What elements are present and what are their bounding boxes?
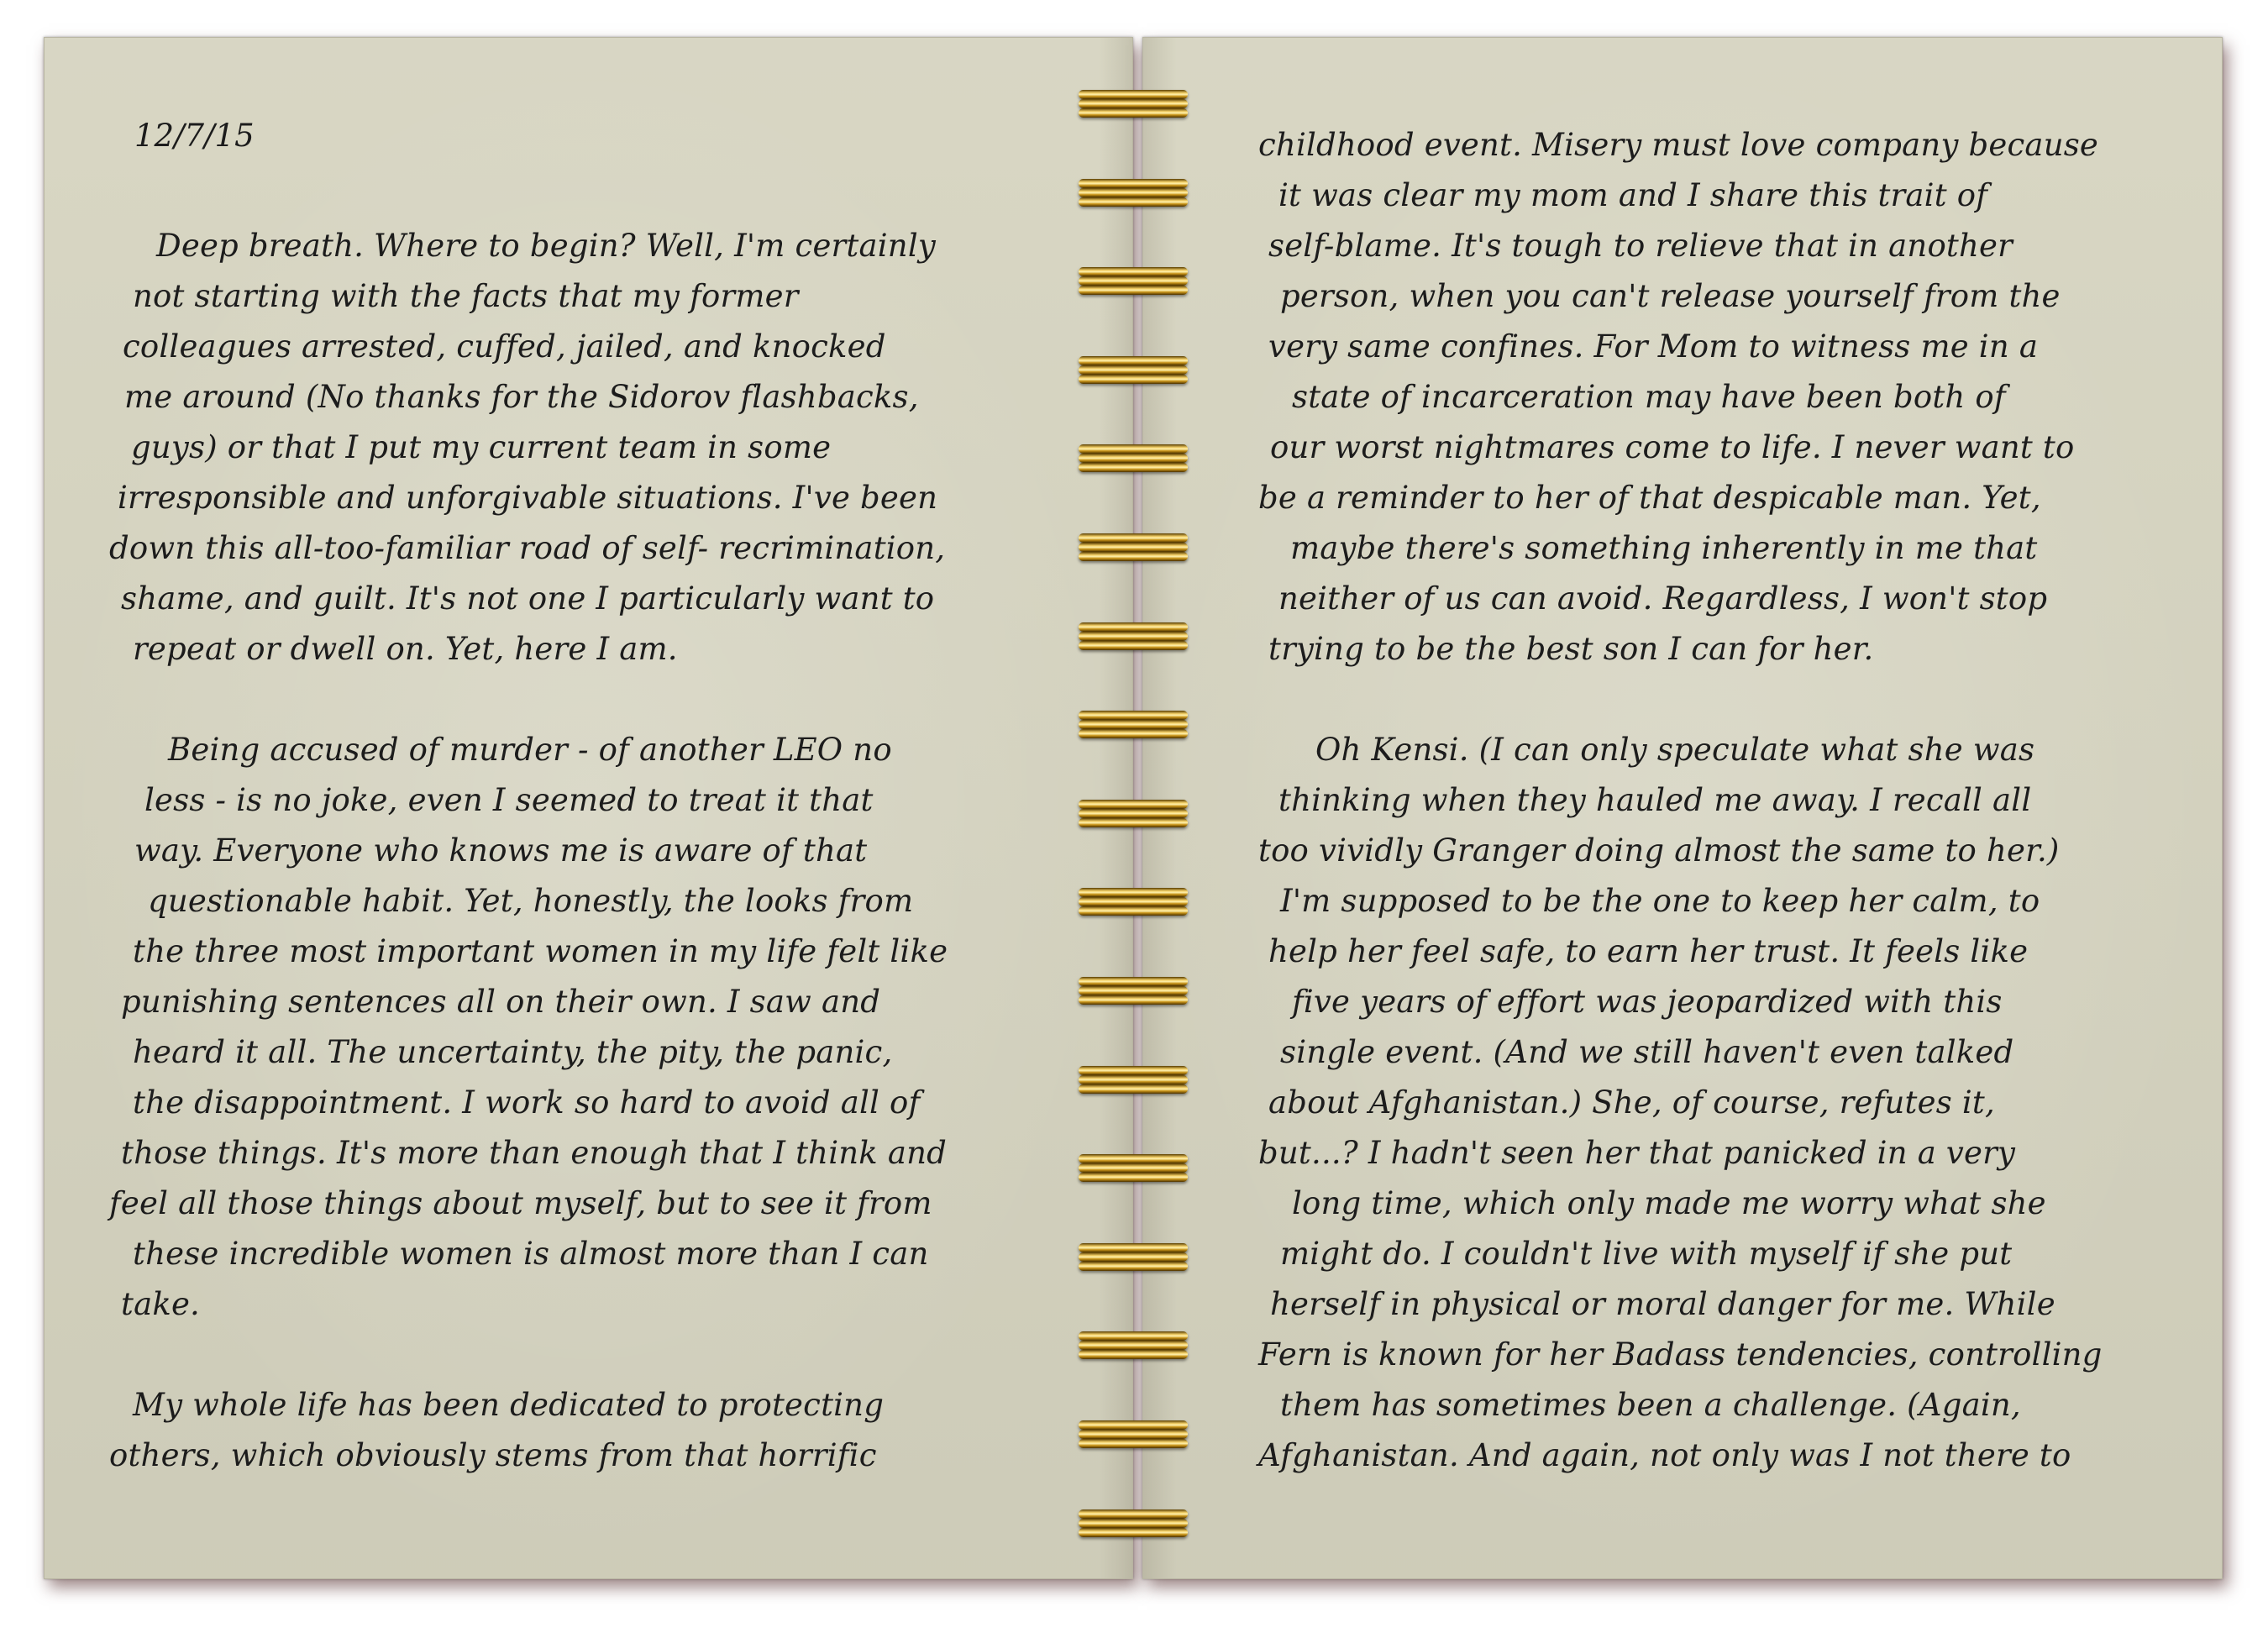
- spiral-wire: [1079, 1154, 1188, 1163]
- spiral-ring: [1072, 707, 1198, 741]
- spiral-wire: [1079, 365, 1188, 375]
- spiral-wire: [1079, 1066, 1188, 1075]
- left-line: the disappointment. I work so hard to avoid all of: [133, 1084, 921, 1121]
- spiral-wire: [1079, 729, 1188, 738]
- spiral-ring: [1072, 619, 1198, 653]
- spiral-wire: [1079, 1430, 1188, 1439]
- left-line: shame, and guilt. It's not one I particularly want to: [121, 580, 935, 617]
- left-line: repeat or dwell on. Yet, here I am.: [133, 631, 678, 667]
- spiral-wire: [1079, 276, 1188, 286]
- right-line: them has sometimes been a challenge. (Again,: [1280, 1387, 2021, 1423]
- left-line: down this all-too-familiar road of self- recrimination,: [109, 530, 946, 566]
- left-line: me around (No thanks for the Sidorov flashbacks,: [124, 379, 919, 415]
- spiral-wire: [1079, 286, 1188, 295]
- spiral-wire: [1079, 267, 1188, 276]
- right-line: neither of us can avoid. Regardless, I won't stop: [1278, 580, 2048, 617]
- spiral-wire: [1079, 552, 1188, 561]
- spiral-ring: [1072, 87, 1198, 120]
- spiral-wire: [1079, 1519, 1188, 1528]
- right-line: be a reminder to her of that despicable man. Yet,: [1258, 480, 2041, 516]
- left-line: take.: [121, 1286, 201, 1322]
- spiral-wire: [1079, 179, 1188, 188]
- left-line: less - is no joke, even I seemed to treat it that: [144, 782, 874, 818]
- spiral-wire: [1079, 986, 1188, 995]
- left-line: punishing sentences all on their own. I saw and: [121, 984, 881, 1020]
- right-line: five years of effort was jeopardized with this: [1292, 984, 2003, 1020]
- spiral-wire: [1079, 641, 1188, 650]
- left-line: colleagues arrested, cuffed, jailed, and knocked: [123, 328, 886, 365]
- left-line: irresponsible and unforgivable situations. I've been: [118, 480, 938, 516]
- spiral-wire: [1079, 454, 1188, 463]
- spiral-ring: [1072, 974, 1198, 1007]
- spiral-wire: [1079, 1084, 1188, 1094]
- right-line: person, when you can't release yourself from the: [1280, 278, 2061, 314]
- right-line: our worst nightmares come to life. I never want to: [1270, 429, 2075, 465]
- spiral-wire: [1079, 622, 1188, 632]
- spiral-wire: [1079, 632, 1188, 641]
- spiral-wire: [1079, 1350, 1188, 1359]
- right-line: about Afghanistan.) She, of course, refutes it,: [1268, 1084, 1995, 1121]
- spiral-wire: [1079, 1509, 1188, 1519]
- right-line: Oh Kensi. (I can only speculate what she was: [1315, 732, 2035, 768]
- right-line: too vividly Granger doing almost the same to her.): [1258, 832, 2060, 869]
- spiral-wire: [1079, 99, 1188, 108]
- spiral-ring: [1072, 1240, 1198, 1273]
- spiral-ring: [1072, 264, 1198, 297]
- spiral-ring: [1072, 796, 1198, 830]
- right-line: long time, which only made me worry what she: [1292, 1185, 2046, 1221]
- spiral-wire: [1079, 444, 1188, 454]
- spiral-ring: [1072, 1417, 1198, 1451]
- right-line: state of incarceration may have been both of: [1292, 379, 2006, 415]
- spiral-wire: [1079, 463, 1188, 472]
- left-line: questionable habit. Yet, honestly, the looks from: [148, 883, 914, 919]
- left-line: heard it all. The uncertainty, the pity, the panic,: [133, 1034, 893, 1070]
- spiral-wire: [1079, 356, 1188, 365]
- spiral-wire: [1079, 533, 1188, 543]
- right-line: might do. I couldn't live with myself if she put: [1280, 1236, 2013, 1272]
- right-line: herself in physical or moral danger for me. While: [1270, 1286, 2055, 1322]
- spiral-ring: [1072, 353, 1198, 386]
- spiral-wire: [1079, 1528, 1188, 1537]
- spiral-wire: [1079, 108, 1188, 118]
- spiral-ring: [1072, 1328, 1198, 1362]
- right-line: single event. (And we still haven't even talked: [1280, 1034, 2014, 1070]
- spiral-wire: [1079, 711, 1188, 720]
- left-line: Being accused of murder - of another LEO no: [168, 732, 892, 768]
- spiral-ring: [1072, 530, 1198, 564]
- spiral-wire: [1079, 1173, 1188, 1182]
- spiral-wire: [1079, 1341, 1188, 1350]
- spiral-wire: [1079, 1252, 1188, 1262]
- spiral-wire: [1079, 888, 1188, 897]
- right-line: childhood event. Misery must love company because: [1258, 127, 2099, 163]
- spiral-wire: [1079, 977, 1188, 986]
- spiral-wire: [1079, 1262, 1188, 1271]
- spiral-wire: [1079, 800, 1188, 809]
- left-line: way. Everyone who knows me is aware of that: [134, 832, 868, 869]
- left-line: others, which obviously stems from that horrific: [109, 1437, 877, 1473]
- right-line: but...? I hadn't seen her that panicked in a very: [1258, 1135, 2016, 1171]
- spiral-ring: [1072, 441, 1198, 475]
- right-line: help her feel safe, to earn her trust. It feels like: [1268, 933, 2029, 969]
- left-line: the three most important women in my life felt like: [133, 933, 948, 969]
- spiral-wire: [1079, 1439, 1188, 1448]
- spiral-wire: [1079, 1420, 1188, 1430]
- left-line: guys) or that I put my current team in some: [131, 429, 832, 465]
- right-line: trying to be the best son I can for her.: [1268, 631, 1874, 667]
- journal-date: 12/7/15: [134, 118, 255, 154]
- left-line: Deep breath. Where to begin? Well, I'm certainly: [156, 228, 936, 264]
- spiral-wire: [1079, 1075, 1188, 1084]
- left-line: feel all those things about myself, but to see it from: [109, 1185, 932, 1221]
- left-line: not starting with the facts that my former: [133, 278, 799, 314]
- spiral-wire: [1079, 543, 1188, 552]
- spiral-wire: [1079, 1243, 1188, 1252]
- right-line: Fern is known for her Badass tendencies, controlling: [1258, 1336, 2103, 1373]
- spiral-ring: [1072, 1151, 1198, 1184]
- spiral-binding: [1072, 0, 1198, 1638]
- spiral-wire: [1079, 188, 1188, 197]
- spiral-wire: [1079, 720, 1188, 729]
- left-line: My whole life has been dedicated to protecting: [133, 1387, 885, 1423]
- spiral-ring: [1072, 885, 1198, 918]
- right-line: I'm supposed to be the one to keep her calm, to: [1280, 883, 2040, 919]
- spiral-wire: [1079, 375, 1188, 384]
- spiral-ring: [1072, 1506, 1198, 1540]
- spiral-ring: [1072, 1063, 1198, 1096]
- spiral-wire: [1079, 90, 1188, 99]
- spiral-ring: [1072, 176, 1198, 209]
- spiral-wire: [1079, 1331, 1188, 1341]
- right-line: very same confines. For Mom to witness me in a: [1268, 328, 2039, 365]
- spiral-wire: [1079, 897, 1188, 906]
- left-line: these incredible women is almost more than I can: [133, 1236, 929, 1272]
- spiral-wire: [1079, 1163, 1188, 1173]
- spiral-wire: [1079, 197, 1188, 207]
- right-line: self-blame. It's tough to relieve that in another: [1268, 228, 2013, 264]
- spiral-wire: [1079, 906, 1188, 916]
- spiral-wire: [1079, 995, 1188, 1005]
- right-line: thinking when they hauled me away. I recall all: [1278, 782, 2032, 818]
- spiral-wire: [1079, 818, 1188, 827]
- right-line: it was clear my mom and I share this trait of: [1278, 177, 1988, 213]
- left-line: those things. It's more than enough that I think and: [121, 1135, 948, 1171]
- right-line: maybe there's something inherently in me that: [1290, 530, 2038, 566]
- spiral-wire: [1079, 809, 1188, 818]
- right-line: Afghanistan. And again, not only was I not there to: [1258, 1437, 2071, 1473]
